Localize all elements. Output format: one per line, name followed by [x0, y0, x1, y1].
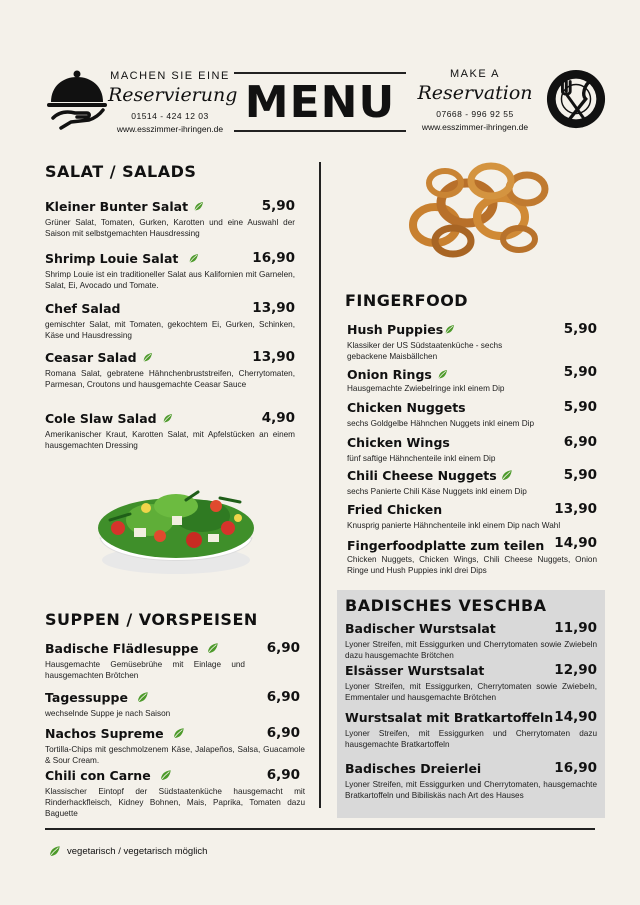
menu-item [345, 620, 597, 661]
cloche-icon [45, 68, 109, 132]
item-price: 6,90 [266, 725, 300, 741]
menu-item [347, 321, 597, 362]
header [0, 0, 640, 150]
menu-item [347, 399, 597, 429]
item-description: fünf saftige Hähnchenteile inkl einem Dip [347, 454, 496, 463]
column-divider [319, 162, 321, 808]
menu-item [347, 434, 597, 464]
reservation-block-en [410, 68, 540, 132]
reservation-script-en: Reservation [417, 82, 533, 104]
item-price: 4,90 [261, 410, 295, 426]
leaf-icon [437, 369, 448, 380]
item-price: 6,90 [563, 434, 597, 450]
salads-section-title: SALAT / SALADS [45, 162, 197, 181]
item-price: 13,90 [252, 300, 295, 316]
menu-item [347, 535, 597, 576]
reservation-block-de [108, 70, 238, 134]
menu-item [345, 709, 597, 750]
item-name: Ceasar Salad [45, 349, 137, 365]
menu-item [347, 501, 597, 531]
leaf-icon [159, 769, 172, 782]
leaf-icon [136, 691, 149, 704]
item-name: Tagessuppe [45, 689, 128, 705]
item-name: Hush Puppies [347, 321, 444, 337]
item-name: Onion Rings [347, 367, 432, 382]
item-name: Elsässer Wurstsalat [345, 662, 485, 678]
item-name: Fried Chicken [347, 501, 443, 517]
menu-item [347, 364, 597, 394]
menu-item [45, 198, 295, 239]
website-link-en[interactable]: www.esszimmer-ihringen.de [421, 122, 529, 132]
menu-item [45, 725, 305, 766]
leaf-icon [206, 642, 219, 655]
item-description: Lyoner Streifen, mit Essiggurken und Cherrytomaten dazu hausgemachte Bratkartoffeln [345, 729, 597, 749]
item-price: 5,90 [563, 399, 597, 415]
item-description: Knusprig panierte Hähnchenteile inkl einem Dip nach Wahl [347, 521, 561, 530]
plate-cutlery-icon [545, 68, 607, 130]
item-name: Nachos Supreme [45, 725, 164, 741]
item-price: 5,90 [563, 321, 597, 337]
item-price: 16,90 [554, 760, 597, 776]
leaf-icon [193, 201, 204, 212]
item-description: Chicken Nuggets, Chicken Wings, Chili Cheese Nuggets, Onion Ringe und Hush Puppies inkl drei Dips [347, 555, 597, 575]
item-name: Chili Cheese Nuggets [347, 467, 497, 483]
item-description: Tortilla-Chips mit geschmolzenem Käse, Jalapeños, Salsa, Guacamole & Sour Cream. [45, 745, 305, 765]
item-price: 5,90 [261, 198, 295, 214]
item-name: Chili con Carne [45, 767, 151, 783]
title-rule-bottom [234, 130, 406, 132]
leaf-icon [172, 727, 185, 740]
reservation-heading-en: MAKE A [450, 68, 500, 80]
item-price: 14,90 [554, 709, 597, 725]
item-name: Cole Slaw Salad [45, 410, 157, 426]
item-description: wechselnde Suppe je nach Saison [45, 709, 171, 718]
item-price: 6,90 [266, 640, 300, 656]
item-name: Kleiner Bunter Salat [45, 198, 189, 214]
item-name: Chicken Wings [347, 434, 450, 450]
item-price: 16,90 [252, 250, 295, 266]
item-price: 13,90 [554, 501, 597, 517]
menu-item [347, 467, 597, 497]
item-price: 5,90 [563, 467, 597, 483]
item-description: Amerikanischer Kraut, Karotten Salat, mit Apfelstücken an einem hausgemachten Dressing [45, 430, 295, 450]
item-name: Badisches Dreierlei [345, 760, 482, 776]
item-price: 14,90 [554, 535, 597, 551]
item-price: 6,90 [266, 689, 300, 705]
item-name: Badische Flädlesuppe [45, 640, 199, 656]
item-name: Fingerfoodplatte zum teilen [347, 538, 545, 553]
item-description: Lyoner Streifen, mit Essiggurken und Cherrytomaten sowie Zwiebeln dazu hausgemachte Brötchen [345, 640, 597, 660]
item-price: 13,90 [252, 349, 295, 365]
phone-number-de[interactable]: 01514 - 424 12 03 [131, 111, 209, 121]
phone-number-en[interactable]: 07668 - 996 92 55 [436, 109, 514, 119]
menu-item [45, 689, 300, 719]
item-description: sechs Goldgelbe Hähnchen Nuggets inkl einem Dip [347, 419, 535, 428]
item-name: Wurstsalat mit Bratkartoffeln [345, 709, 554, 725]
menu-item [45, 410, 295, 451]
leaf-icon [188, 253, 199, 264]
item-price: 5,90 [563, 364, 597, 380]
item-description: Hausgemachte Gemüsebrühe mit Einlage und hausgemachten Brötchen [45, 660, 245, 680]
page-title: MENU [244, 77, 396, 128]
leaf-icon [48, 845, 61, 858]
leaf-icon [162, 413, 173, 424]
salad-photo [90, 470, 262, 580]
item-description: Grüner Salat, Tomaten, Gurken, Karotten und eine Auswahl der Saison mit selbstgemachten Hausdressing [45, 218, 295, 238]
menu-item [345, 662, 597, 703]
menu-item [45, 349, 295, 390]
leaf-icon [142, 352, 153, 363]
legend-text: vegetarisch / vegetarisch möglich [67, 846, 208, 857]
menu-item [45, 250, 295, 291]
menu-item [345, 760, 597, 801]
menu-item [45, 767, 305, 819]
leaf-icon [500, 469, 513, 482]
item-description: Shrimp Louie ist ein traditioneller Salat aus Kalifornien mit Garnelen, Salat, Ei, Avocado und Tomate. [45, 270, 295, 290]
item-description: Lyoner Streifen, mit Essiggurken, Cherrytomaten sowie Zwiebeln, Emmentaler und hausgemachte Brötchen [345, 682, 597, 702]
onion-rings-photo [395, 155, 555, 263]
fingerfood-section-title: FINGERFOOD [345, 291, 469, 310]
reservation-script-de: Reservierung [108, 84, 238, 106]
item-description: Hausgemachte Zwiebelringe inkl einem Dip [347, 384, 505, 393]
soups-section-title: SUPPEN / VORSPEISEN [45, 610, 258, 629]
veschba-section-title: BADISCHES VESCHBA [345, 596, 547, 615]
menu-item [45, 300, 295, 341]
item-name: Shrimp Louie Salat [45, 250, 179, 266]
reservation-heading-de: MACHEN SIE EINE [110, 70, 230, 82]
menu-title-block [234, 72, 406, 132]
item-name: Chicken Nuggets [347, 399, 466, 415]
item-description: Romana Salat, gebratene Hähnchenbruststreifen, Cherrytomaten, Parmesan, Croutons und hausgemachte Ceasar Sauce [45, 369, 295, 389]
item-description: gemischter Salat, mit Tomaten, gekochtem Ei, Gurken, Schinken, Käse und Hausdressing [45, 320, 295, 340]
item-description: sechs Panierte Chili Käse Nuggets inkl einem Dip [347, 487, 527, 496]
item-name: Badischer Wurstsalat [345, 620, 496, 636]
website-link-de[interactable]: www.esszimmer-ihringen.de [116, 124, 224, 134]
item-description: Lyoner Streifen, mit Essiggurken und Cherrytomaten, hausgemachte Bratkartoffeln und Bibiliskäs nach Art des Hauses [345, 780, 597, 800]
vegetarian-legend [48, 845, 207, 858]
leaf-icon [444, 324, 455, 335]
item-price: 12,90 [554, 662, 597, 678]
item-description: Klassiker der US Südstaatenküche - sechs gebackene Maisbällchen [347, 341, 503, 361]
item-price: 6,90 [266, 767, 300, 783]
menu-item [45, 640, 300, 681]
item-name: Chef Salad [45, 300, 121, 316]
item-price: 11,90 [554, 620, 597, 636]
footer-divider [45, 828, 595, 830]
item-description: Klassischer Eintopf der Südstaatenküche hausgemacht mit Rinderhackfleisch, Kidney Bohnen, Mais, Paprika, Tomaten dazu Baguette [45, 787, 305, 818]
